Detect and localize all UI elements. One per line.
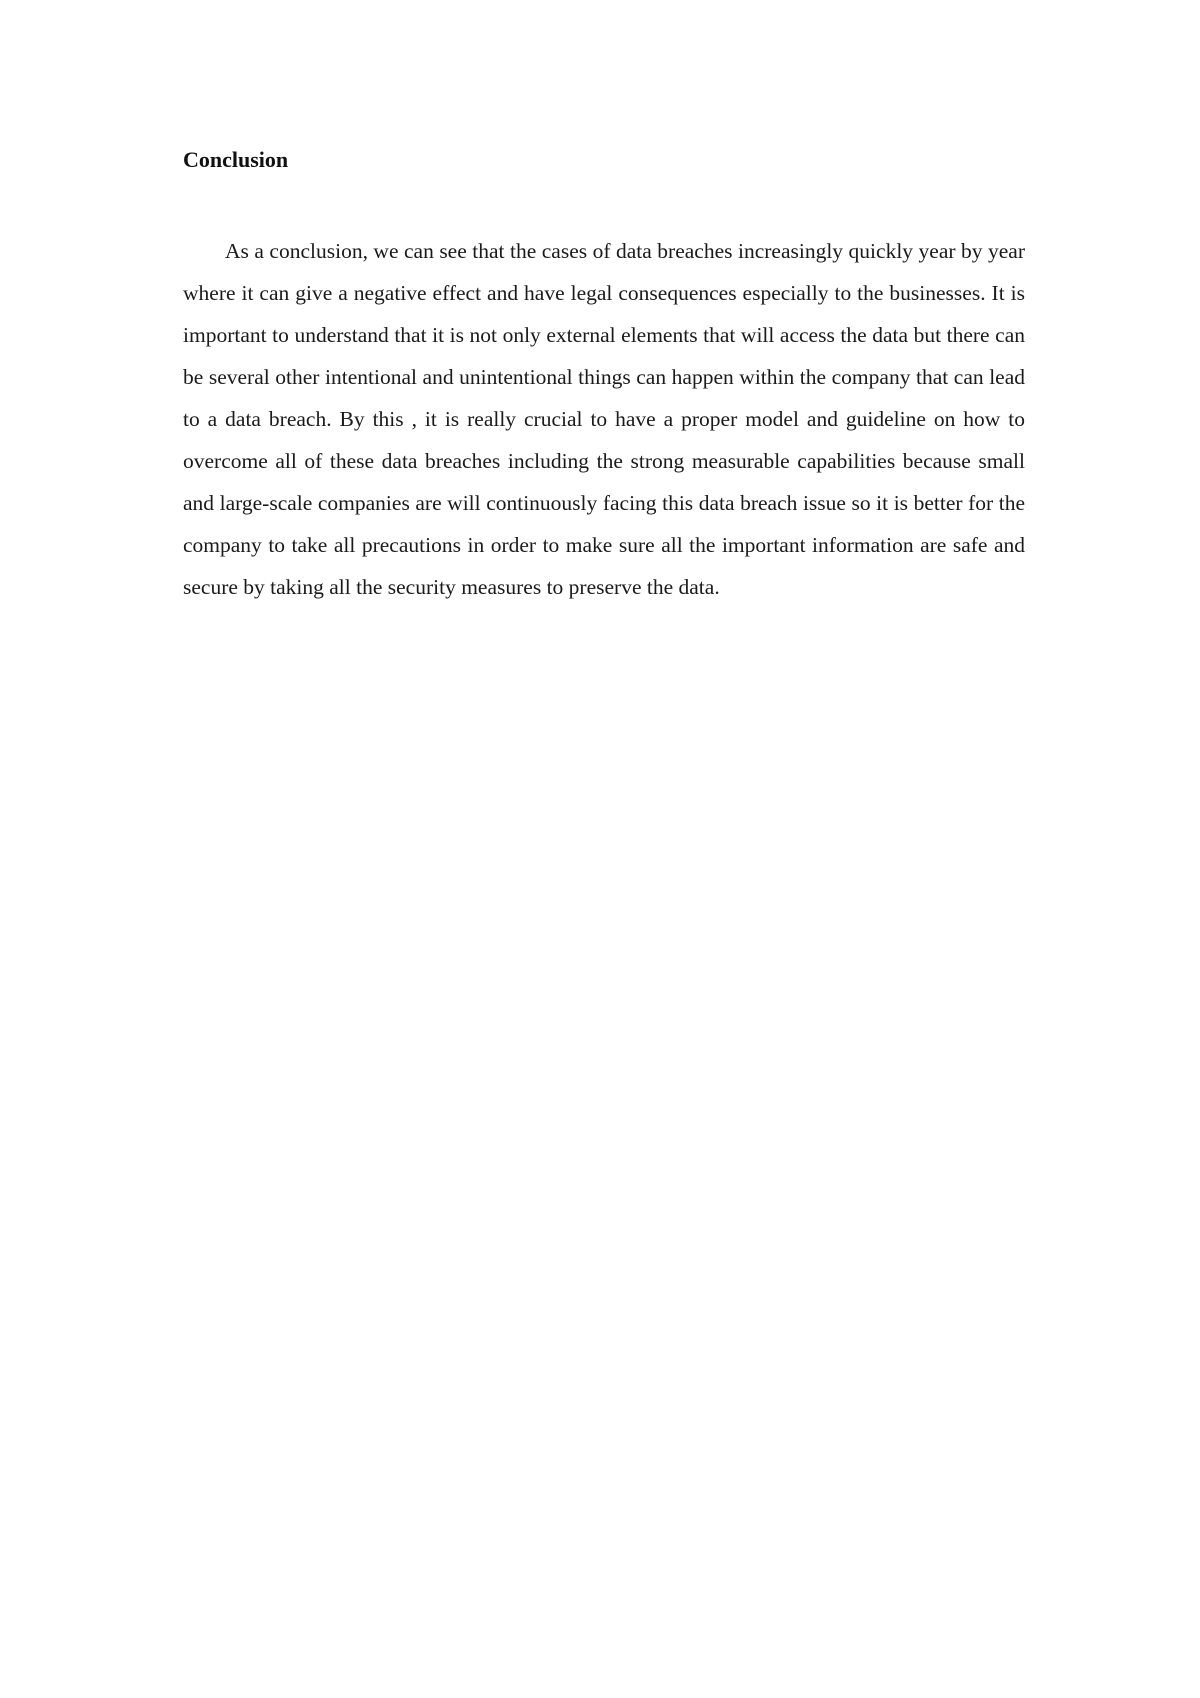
- section-heading: Conclusion: [183, 147, 289, 172]
- conclusion-paragraph: As a conclusion, we can see that the cases of data breaches increasingly quickly year by year where it can give a negative effect and have legal consequences especially to the businesses. It is important to understand that it is not only external elements that will access the data but there can be several other intentional and unintentional things can happen within the company that can lead to a data breach. By this , it is really crucial to have a proper model and guideline on how to overcome all of these data breaches including the strong measurable capabilities because small and large-scale companies are will continuously facing this data breach issue so it is better for the company to take all precautions in order to make sure all the important information are safe and secure by taking all the security measures to preserve the data.: [183, 239, 1025, 599]
